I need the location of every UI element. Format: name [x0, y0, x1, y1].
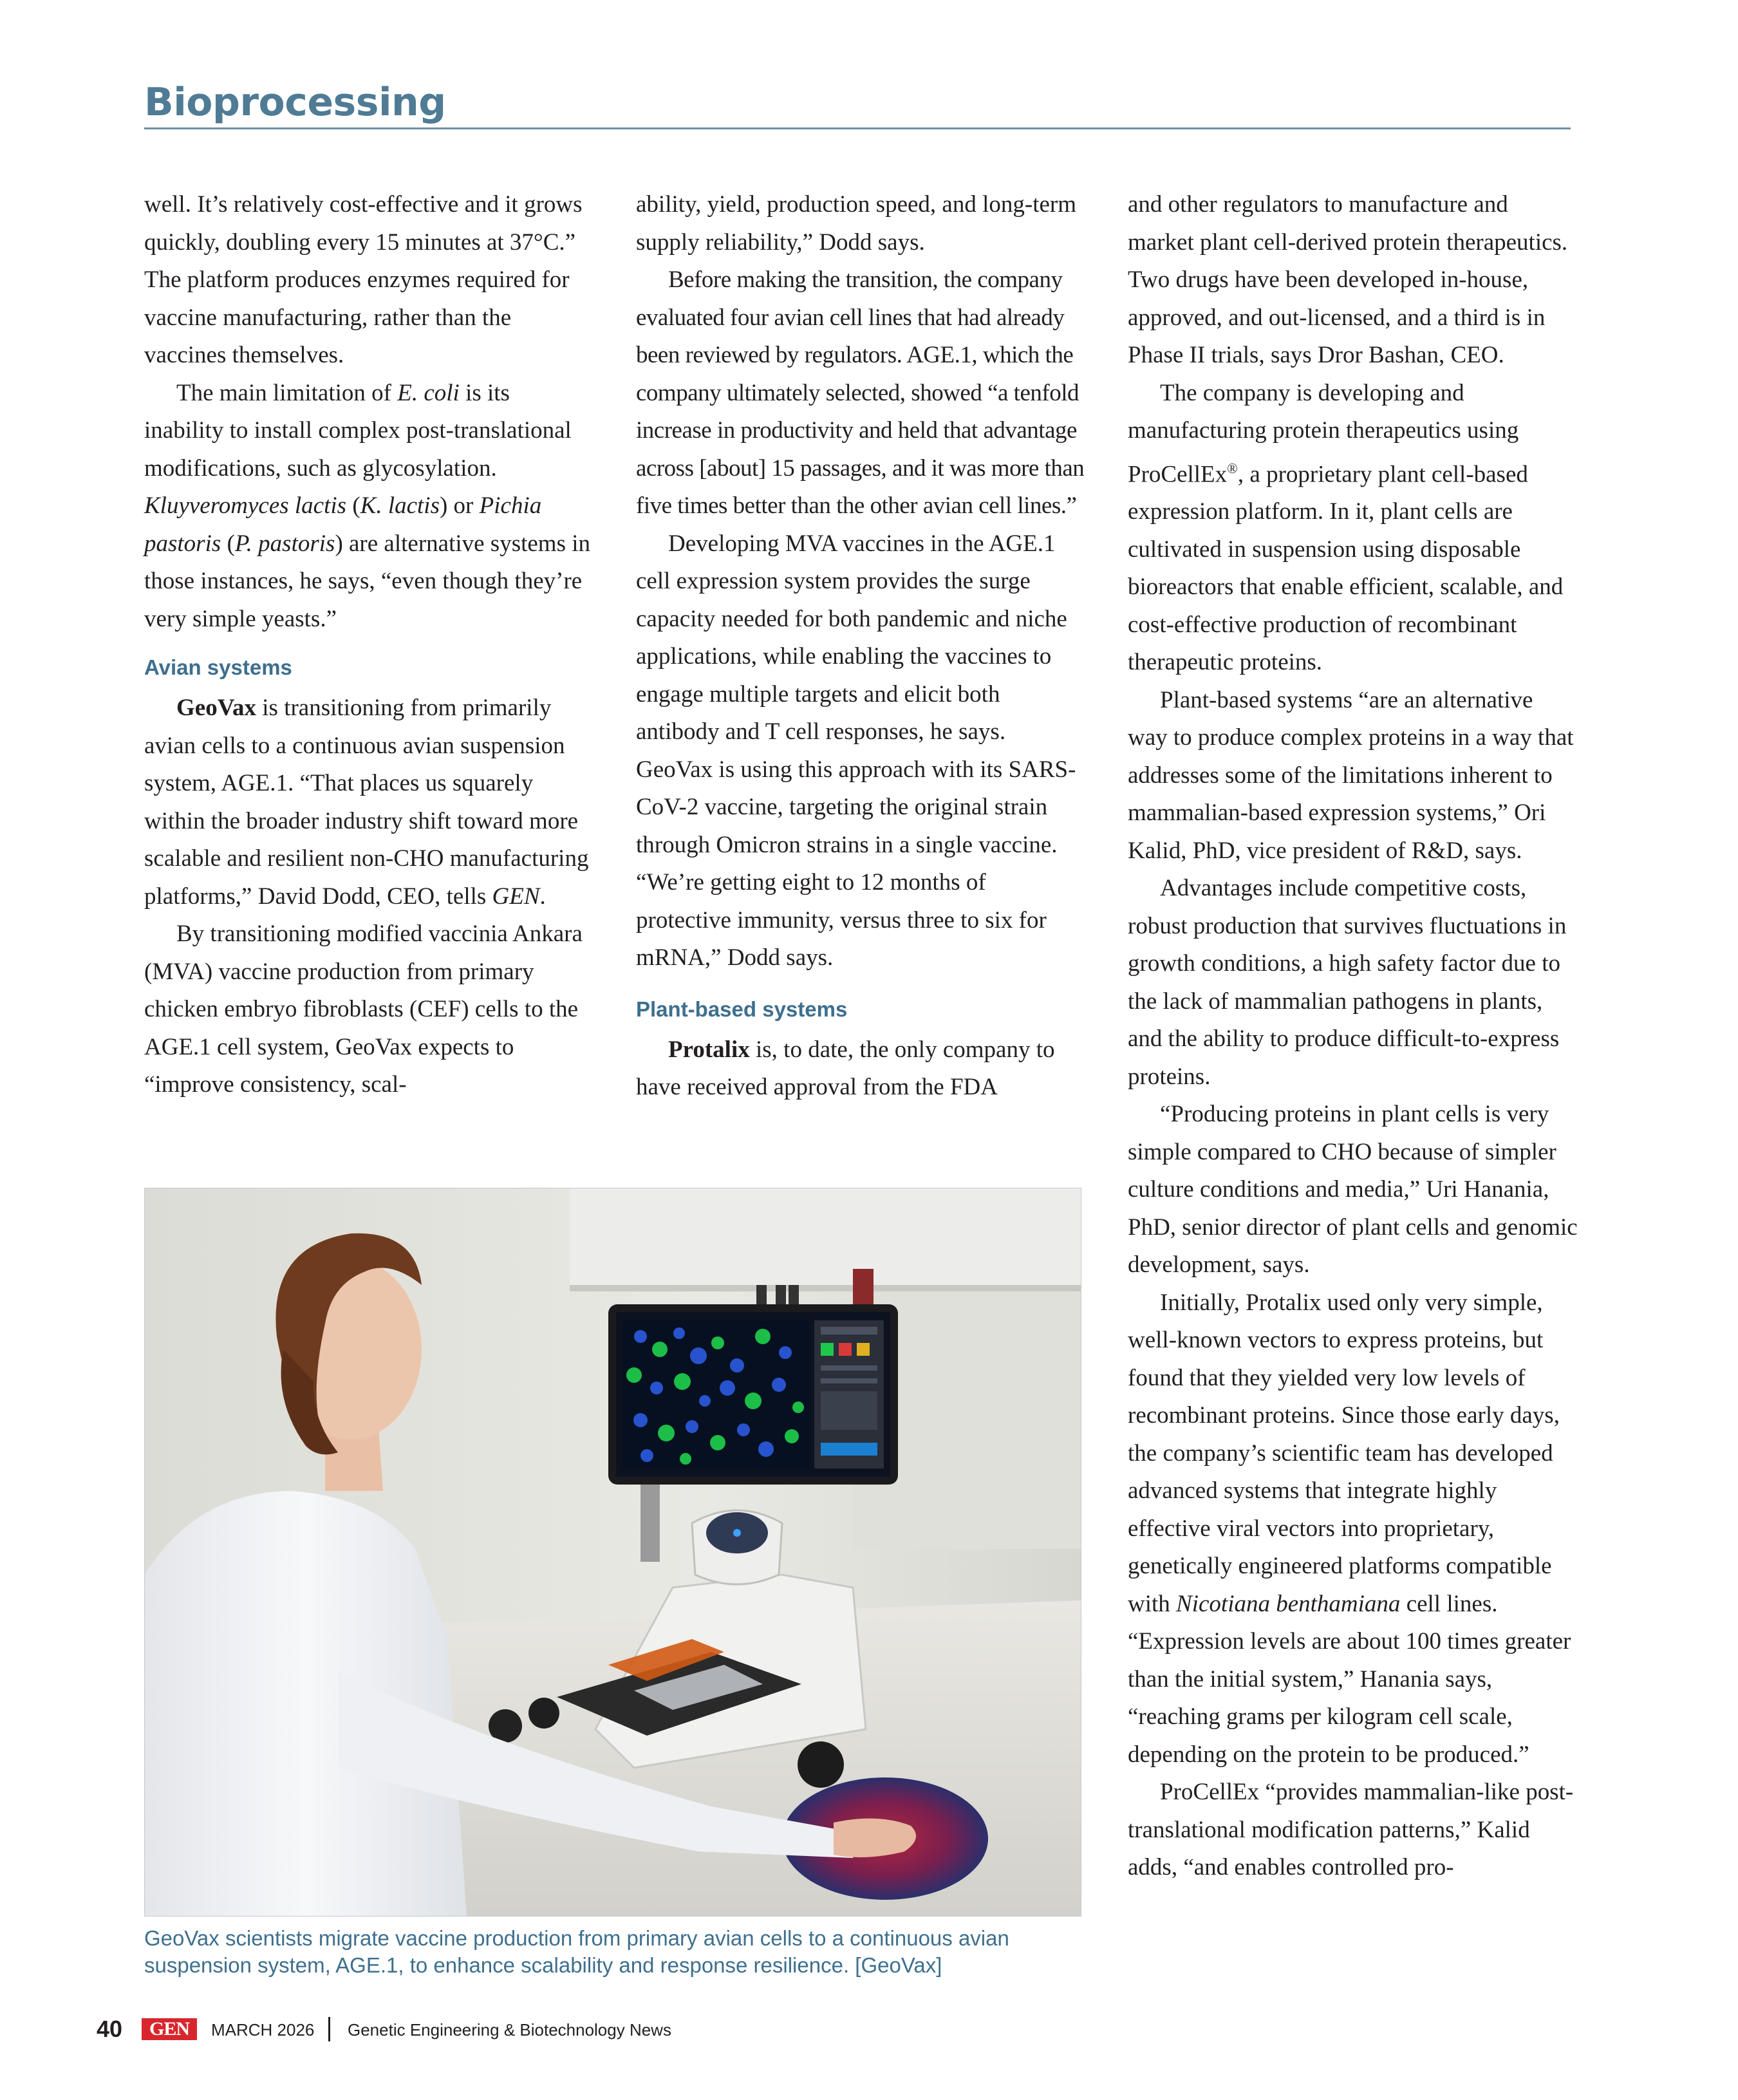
paragraph: Before making the transition, the company evaluated four avian cell lines that had already been reviewed by regulators. AGE.1, which the company ultimately selected, showed “a tenfold increase in productivity and held that advantage across [about] 15 passages, and it was more than five times better than the other avian cell lines.”	[636, 267, 1085, 519]
paragraph: Plant-based systems “are an alternative way to produce complex proteins in a way that addresses some of the limitations inherent to mammalian-based expression systems,” Ori Kalid, PhD, vice president of R&D, says.	[1128, 686, 1574, 864]
subheading-avian-systems: Avian systems	[144, 655, 292, 679]
issue-date: MARCH 2026	[211, 2020, 315, 2039]
paragraph: By transitioning modified vaccinia Ankara (MVA) vaccine production from primary chicken embryo fibroblasts (CEF) cells to the AGE.1 cell system, GeoVax expects to “improve consistency, scal-	[144, 921, 583, 1098]
page-number: 40	[97, 2016, 123, 2042]
paragraph: ability, yield, production speed, and long-term supply reliability,” Dodd says.	[636, 191, 1076, 256]
paragraph: Developing MVA vaccines in the AGE.1 cell expression system provides the surge capacity needed for both pandemic and niche applications, while enabling the vaccines to engage multiple targets and elicit both antibody and T cell responses, he says. GeoVax is using this approach with its SARS-CoV-2 vaccine, targeting the original strain through Omicron strains in a single vaccine. “We’re getting eight to 12 months of protective immunity, versus three to six for mRNA,” Dodd says.	[636, 530, 1076, 971]
column-2	[636, 186, 1087, 1107]
paragraph: ProCellEx “provides mammalian-like post-translational modification patterns,” Kalid adds, “and enables controlled pro-	[1128, 1779, 1574, 1881]
publication-name: Genetic Engineering & Biotechnology News	[348, 2020, 671, 2039]
section-title: Bioprocessing	[144, 80, 446, 125]
paragraph: “Producing proteins in plant cells is very simple compared to CHO because of simpler culture conditions and media,” Uri Hanania, PhD, senior director of plant cells and genomic development, says.	[1128, 1101, 1578, 1279]
paragraph: well. It’s relatively cost-effective and it grows quickly, doubling every 15 minutes at 37°C.” The platform produces enzymes required for vaccine manufacturing, rather than the vaccines themselves.	[144, 191, 583, 368]
paragraph: The company is developing and manufacturing protein therapeutics using ProCellEx®, a proprietary plant cell-based expression platform. In it, plant cells are cultivated in suspension using disposable bioreactors that enable efficient, scalable, and cost-effective production of recombinant therapeutic proteins.	[1128, 379, 1564, 676]
column-3	[1128, 186, 1578, 1887]
section-header	[144, 71, 1571, 129]
paragraph: Initially, Protalix used only very simple, well-known vectors to express proteins, but found that they yielded very low levels of recombinant proteins. Since those early days, the company’s scientific team has developed advanced systems that integrate highly effective viral vectors into proprietary, genetically engineered platforms compatible with Nicotiana benthamiana cell lines. “Expression levels are about 100 times greater than the initial system,” Hanania says, “reaching grams per kilogram cell scale, depending on the protein to be produced.”	[1128, 1289, 1571, 1768]
paragraph: and other regulators to manufacture and market plant cell-derived protein therapeutics. Two drugs have been developed in-house, approved, and out-licensed, and a third is in Phase II trials, says Dror Bashan, CEO.	[1128, 191, 1568, 368]
column-1	[144, 186, 595, 1104]
paragraph: The main limitation of E. coli is its inability to install complex post-translational modifications, such as glycosylation. Kluyveromyces lactis (K. lactis) or Pichia pastoris (P. pastoris) are alternative systems in those instances, he says, “even though they’re very simple yeasts.”	[144, 379, 591, 632]
footer-divider	[328, 2017, 330, 2041]
paragraph: Advantages include competitive costs, robust production that survives fluctuations in growth conditions, a high safety factor due to the lack of mammalian pathogens in plants, and the ability to produce difficult-to-express proteins.	[1128, 875, 1567, 1090]
photo-caption: GeoVax scientists migrate vaccine production from primary avian cells to a continuous avian suspension system, AGE.1, to enhance scalability and response resilience. [GeoVax]	[144, 1926, 1009, 1977]
article-photo	[144, 1188, 1081, 1917]
paragraph: Protalix is, to date, the only company to have received approval from the FDA	[636, 1036, 1055, 1100]
subheading-plant-based-systems: Plant-based systems	[636, 997, 848, 1021]
gen-logo: GEN	[142, 2018, 197, 2040]
paragraph: GeoVax is transitioning from primarily avian cells to a continuous avian suspension system, AGE.1. “That places us squarely within the broader industry shift toward more scalable and resilient non-CHO manufacturing platforms,” David Dodd, CEO, tells GEN.	[144, 695, 589, 910]
